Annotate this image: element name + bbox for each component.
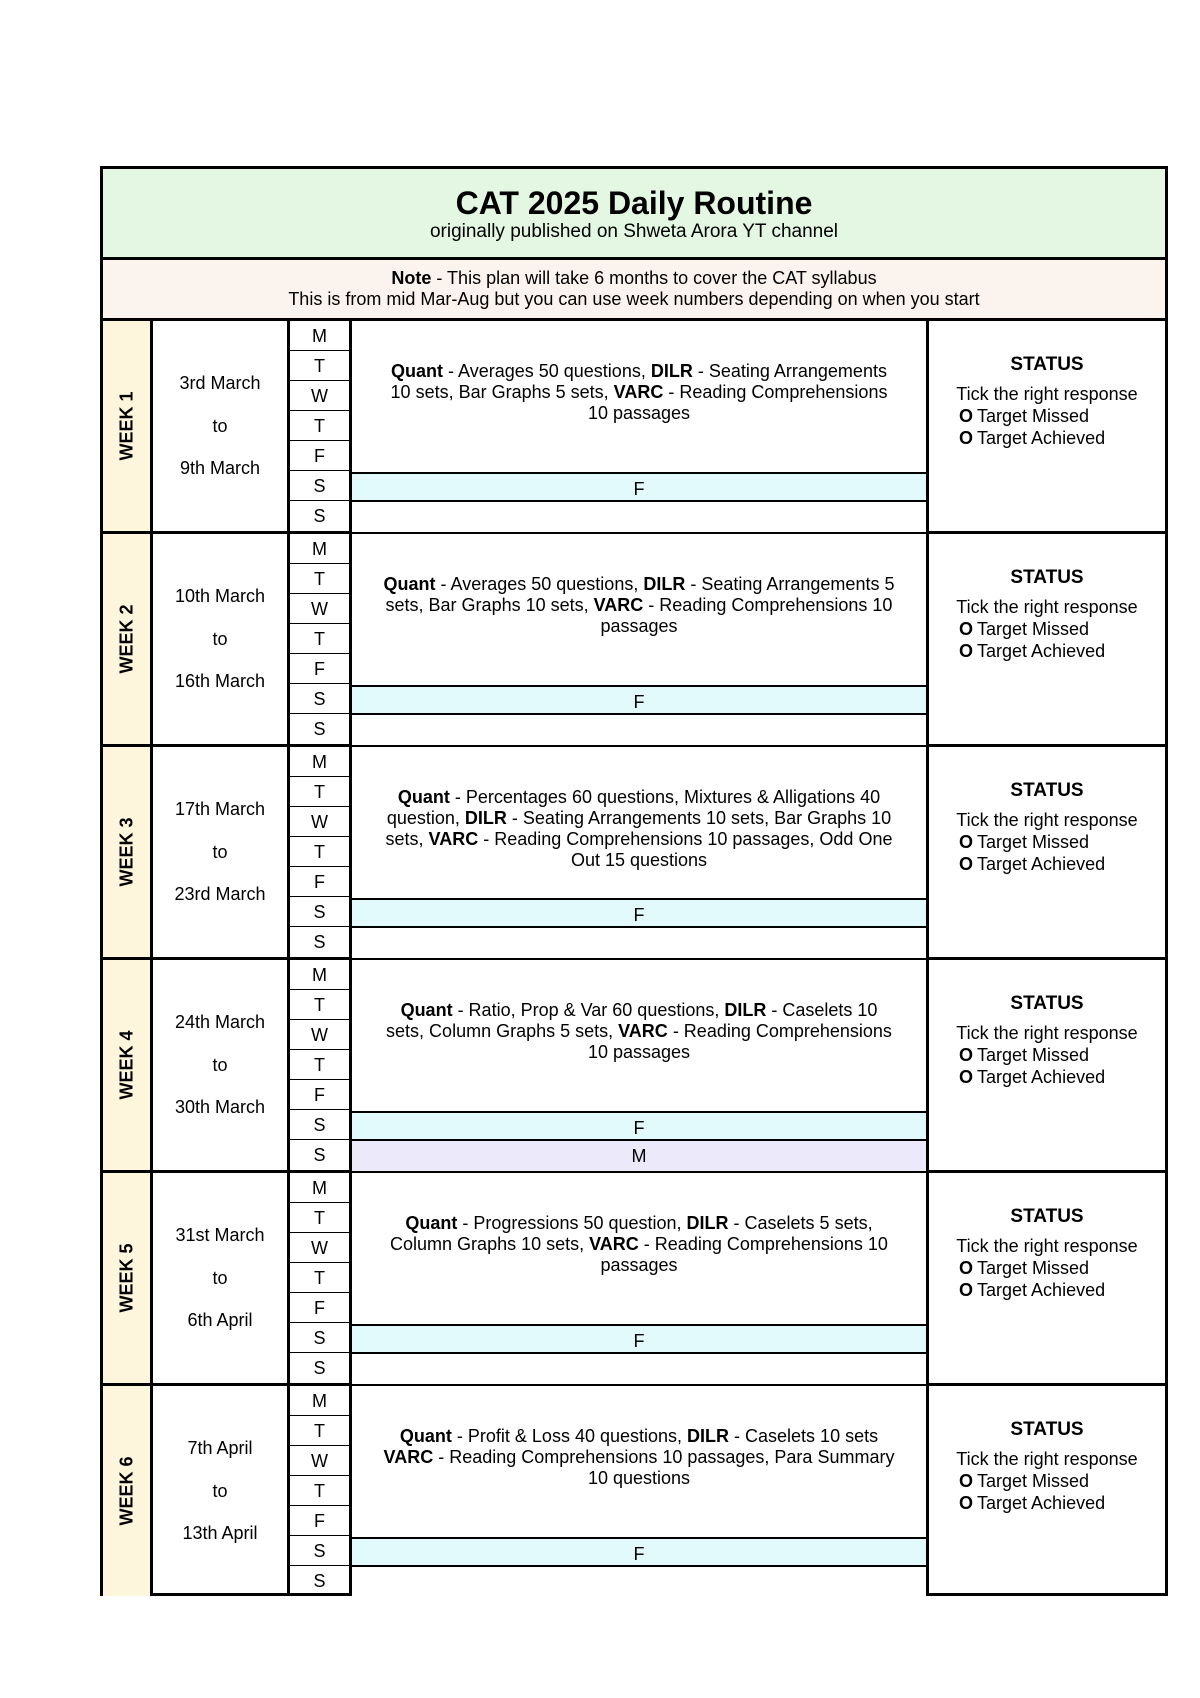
plan-detail: - Reading Comprehensions 10 passages xyxy=(600,1234,888,1275)
status-option-label: Target Achieved xyxy=(977,641,1106,661)
week-dates xyxy=(153,534,290,744)
sunday-row xyxy=(352,502,926,532)
status-instruction: Tick the right response xyxy=(956,1023,1138,1043)
plan-detail: - Reading Comprehensions 10 passages, Para Summary 10 questions xyxy=(433,1447,895,1488)
date-separator: to xyxy=(212,842,228,862)
status-option-label: Target Missed xyxy=(977,1471,1090,1491)
status-option-label: Target Missed xyxy=(977,619,1090,639)
end-date: 23rd March xyxy=(174,884,266,904)
week-dates xyxy=(153,321,290,531)
plan-section: DILR xyxy=(650,361,693,381)
day-cell: T xyxy=(290,624,349,654)
status-option[interactable] xyxy=(929,1044,1165,1066)
status-radio-marker: O xyxy=(959,619,974,639)
plan-detail: - Caselets 10 sets xyxy=(729,1426,879,1446)
plan-detail: - Reading Comprehensions 10 passages, Odd One Out 15 questions xyxy=(478,829,893,870)
plan-detail: - Reading Comprehensions 10 passages xyxy=(600,595,893,636)
plan-cell xyxy=(352,960,929,1170)
note-label: Note xyxy=(391,268,432,288)
status-option[interactable] xyxy=(929,831,1165,853)
page-subtitle: originally published on Shweta Arora YT channel xyxy=(429,221,839,242)
week-row xyxy=(103,960,1165,1173)
plan-text xyxy=(382,361,896,424)
day-cell: S xyxy=(290,1110,349,1140)
plan-section: VARC xyxy=(589,1234,639,1254)
page-title: CAT 2025 Daily Routine xyxy=(455,185,813,221)
day-cell: T xyxy=(290,990,349,1020)
plan-text xyxy=(382,574,896,637)
status-cell xyxy=(929,321,1165,531)
day-cell: F xyxy=(290,867,349,897)
status-instruction: Tick the right response xyxy=(956,1236,1138,1256)
day-cell: S xyxy=(290,897,349,927)
day-cell: S xyxy=(290,1323,349,1353)
status-radio-marker: O xyxy=(959,641,974,661)
week-dates xyxy=(153,1173,290,1383)
week-label-cell xyxy=(103,960,153,1170)
plan-section: Quant xyxy=(399,1426,452,1446)
status-radio-marker: O xyxy=(959,1280,974,1300)
end-date: 13th April xyxy=(182,1523,258,1543)
day-cell: T xyxy=(290,1203,349,1233)
week-dates xyxy=(153,960,290,1170)
day-cell: T xyxy=(290,777,349,807)
day-cell: S xyxy=(313,1571,326,1591)
day-cell: M xyxy=(290,321,349,351)
plan-section: VARC xyxy=(618,1021,668,1041)
plan-cell xyxy=(352,321,929,531)
status-option-label: Target Achieved xyxy=(977,854,1106,874)
week-label: WEEK 3 xyxy=(116,817,136,887)
day-cell: T xyxy=(290,351,349,381)
day-cell: S xyxy=(290,1536,349,1566)
plan-detail: - Seating Arrangements 10 sets, Bar Graphs 10 sets, xyxy=(385,808,892,849)
day-cell: W xyxy=(290,381,349,411)
status-title: STATUS xyxy=(1010,567,1084,588)
status-cell xyxy=(929,1386,1165,1596)
status-option[interactable] xyxy=(929,1492,1165,1514)
saturday-row: F xyxy=(352,1324,926,1354)
plan-text xyxy=(382,1213,896,1276)
status-option-label: Target Missed xyxy=(977,832,1090,852)
day-cell: T xyxy=(290,564,349,594)
day-cell: S xyxy=(313,1145,326,1165)
plan-text xyxy=(382,1426,896,1489)
status-radio-marker: O xyxy=(959,1045,974,1065)
week-label-cell xyxy=(103,534,153,744)
day-column xyxy=(290,960,352,1170)
plan-detail: - Caselets 10 sets, Column Graphs 5 sets, xyxy=(386,1000,878,1041)
saturday-row: F xyxy=(352,685,926,715)
plan-cell xyxy=(352,534,929,744)
day-cell: M xyxy=(290,747,349,777)
plan-section: DILR xyxy=(687,1426,730,1446)
plan-section: DILR xyxy=(643,574,686,594)
day-cell: T xyxy=(290,1050,349,1080)
week-row xyxy=(103,747,1165,960)
start-date: 24th March xyxy=(174,1012,266,1032)
status-radio-marker: O xyxy=(959,832,974,852)
day-cell: W xyxy=(290,594,349,624)
saturday-row: F xyxy=(352,1537,926,1567)
day-cell: M xyxy=(290,1173,349,1203)
status-cell xyxy=(929,747,1165,957)
week-dates xyxy=(153,747,290,957)
note-banner xyxy=(103,260,1165,321)
plan-section: Quant xyxy=(391,361,444,381)
status-title: STATUS xyxy=(1010,993,1084,1014)
status-instruction: Tick the right response xyxy=(956,597,1138,617)
week-label: WEEK 5 xyxy=(116,1243,136,1313)
end-date: 6th April xyxy=(187,1310,253,1330)
day-cell: T xyxy=(290,411,349,441)
status-instruction: Tick the right response xyxy=(956,384,1138,404)
plan-detail: - Reading Comprehensions 10 passages xyxy=(587,382,888,423)
date-separator: to xyxy=(212,416,228,436)
day-cell: F xyxy=(290,1080,349,1110)
day-cell: M xyxy=(290,1386,349,1416)
end-date: 30th March xyxy=(174,1097,266,1117)
day-cell: S xyxy=(290,471,349,501)
plan-detail: - Reading Comprehensions 10 passages xyxy=(587,1021,892,1062)
plan-section: Quant xyxy=(383,574,436,594)
status-radio-marker: O xyxy=(959,1258,974,1278)
day-cell: T xyxy=(290,1263,349,1293)
day-cell: S xyxy=(290,684,349,714)
plan-detail: - Percentages 60 questions, Mixtures & Alligations 40 question, xyxy=(386,787,881,828)
start-date: 10th March xyxy=(174,586,266,606)
status-instruction: Tick the right response xyxy=(956,1449,1138,1469)
status-radio-marker: O xyxy=(959,854,974,874)
status-cell xyxy=(929,960,1165,1170)
day-cell: F xyxy=(290,441,349,471)
day-cell: W xyxy=(290,1233,349,1263)
sunday-row xyxy=(352,1567,926,1597)
day-cell: T xyxy=(290,1476,349,1506)
status-radio-marker: O xyxy=(959,1471,974,1491)
status-option[interactable] xyxy=(929,853,1165,875)
day-cell: W xyxy=(290,1020,349,1050)
start-date: 17th March xyxy=(174,799,266,819)
plan-detail: - Caselets 5 sets, Column Graphs 10 sets, xyxy=(390,1213,873,1254)
status-option[interactable] xyxy=(929,1279,1165,1301)
status-option[interactable] xyxy=(929,405,1165,427)
date-separator: to xyxy=(212,1481,228,1501)
note-line-2: This is from mid Mar-Aug but you can use week numbers depending on when you start xyxy=(288,289,980,309)
plan-section: Quant xyxy=(397,787,450,807)
plan-text xyxy=(382,787,896,871)
status-instruction: Tick the right response xyxy=(956,810,1138,830)
day-cell: T xyxy=(290,1416,349,1446)
day-cell: F xyxy=(290,654,349,684)
status-option-label: Target Missed xyxy=(977,406,1090,426)
plan-detail: - Seating Arrangements 10 sets, Bar Graphs 5 sets, xyxy=(390,361,887,402)
status-radio-marker: O xyxy=(959,1493,974,1513)
saturday-row: F xyxy=(352,898,926,928)
day-cell: F xyxy=(290,1506,349,1536)
header xyxy=(103,169,1165,260)
plan-section: VARC xyxy=(613,382,664,402)
status-title: STATUS xyxy=(1010,780,1084,801)
day-cell: S xyxy=(313,506,326,526)
status-option[interactable] xyxy=(929,427,1165,449)
status-option[interactable] xyxy=(929,1066,1165,1088)
status-radio-marker: O xyxy=(959,1067,974,1087)
status-title: STATUS xyxy=(1010,1206,1084,1227)
routine-sheet xyxy=(100,166,1168,1596)
week-label-cell xyxy=(103,321,153,531)
date-separator: to xyxy=(212,1268,228,1288)
status-option-label: Target Achieved xyxy=(977,1067,1106,1087)
status-title: STATUS xyxy=(1010,1419,1084,1440)
status-radio-marker: O xyxy=(959,428,974,448)
day-column xyxy=(290,534,352,744)
day-cell: S xyxy=(313,719,326,739)
day-cell: W xyxy=(290,1446,349,1476)
week-label: WEEK 6 xyxy=(116,1456,136,1526)
day-column xyxy=(290,747,352,957)
week-row xyxy=(103,1173,1165,1386)
status-option[interactable] xyxy=(929,640,1165,662)
week-label-cell xyxy=(103,747,153,957)
plan-detail: - Progressions 50 question, xyxy=(457,1213,687,1233)
start-date: 7th April xyxy=(187,1438,253,1458)
plan-section: Quant xyxy=(400,1000,453,1020)
week-label: WEEK 4 xyxy=(116,1030,136,1100)
note-line-1 xyxy=(103,268,1165,289)
plan-detail: - Ratio, Prop & Var 60 questions, xyxy=(452,1000,725,1020)
week-label: WEEK 2 xyxy=(116,604,136,674)
plan-section: DILR xyxy=(724,1000,767,1020)
status-radio-marker: O xyxy=(959,406,974,426)
day-cell: T xyxy=(290,837,349,867)
week-row xyxy=(103,1386,1165,1596)
week-label-cell xyxy=(103,1173,153,1383)
status-cell xyxy=(929,534,1165,744)
plan-detail: - Averages 50 questions, xyxy=(435,574,644,594)
status-option-label: Target Missed xyxy=(977,1045,1090,1065)
plan-section: DILR xyxy=(464,808,507,828)
day-column xyxy=(290,321,352,531)
status-title: STATUS xyxy=(1010,354,1084,375)
day-column xyxy=(290,1386,352,1596)
status-option-label: Target Missed xyxy=(977,1258,1090,1278)
week-row xyxy=(103,321,1165,534)
status-option[interactable] xyxy=(929,1470,1165,1492)
start-date: 3rd March xyxy=(179,373,261,393)
status-option[interactable] xyxy=(929,618,1165,640)
sunday-row xyxy=(352,928,926,958)
end-date: 16th March xyxy=(174,671,266,691)
plan-section: Quant xyxy=(405,1213,458,1233)
plan-detail: - Seating Arrangements 5 sets, Bar Graphs 10 sets, xyxy=(385,574,895,615)
sunday-row xyxy=(352,1354,926,1384)
plan-section: VARC xyxy=(383,1447,434,1467)
plan-cell xyxy=(352,747,929,957)
week-row xyxy=(103,534,1165,747)
day-cell: W xyxy=(290,807,349,837)
plan-text xyxy=(382,1000,896,1063)
week-label-cell xyxy=(103,1386,153,1596)
day-cell: F xyxy=(290,1293,349,1323)
note-text: - This plan will take 6 months to cover the CAT syllabus xyxy=(431,268,877,288)
day-column xyxy=(290,1173,352,1383)
day-cell: M xyxy=(290,960,349,990)
day-cell: M xyxy=(290,534,349,564)
week-label: WEEK 1 xyxy=(116,391,136,461)
day-cell: S xyxy=(313,1358,326,1378)
sunday-row: M xyxy=(352,1141,926,1171)
date-separator: to xyxy=(212,629,228,649)
week-dates xyxy=(153,1386,290,1596)
status-option-label: Target Achieved xyxy=(977,1493,1106,1513)
status-option[interactable] xyxy=(929,1257,1165,1279)
end-date: 9th March xyxy=(179,458,261,478)
sunday-row xyxy=(352,715,926,745)
day-cell: S xyxy=(313,932,326,952)
status-option-label: Target Achieved xyxy=(977,1280,1106,1300)
date-separator: to xyxy=(212,1055,228,1075)
plan-section: VARC xyxy=(428,829,479,849)
plan-section: DILR xyxy=(686,1213,729,1233)
plan-section: VARC xyxy=(593,595,644,615)
status-option-label: Target Achieved xyxy=(977,428,1106,448)
saturday-row: F xyxy=(352,1111,926,1141)
start-date: 31st March xyxy=(175,1225,265,1245)
plan-cell xyxy=(352,1386,929,1596)
plan-cell xyxy=(352,1173,929,1383)
plan-detail: - Averages 50 questions, xyxy=(443,361,651,381)
plan-detail: - Profit & Loss 40 questions, xyxy=(451,1426,688,1446)
status-cell xyxy=(929,1173,1165,1383)
saturday-row: F xyxy=(352,472,926,502)
